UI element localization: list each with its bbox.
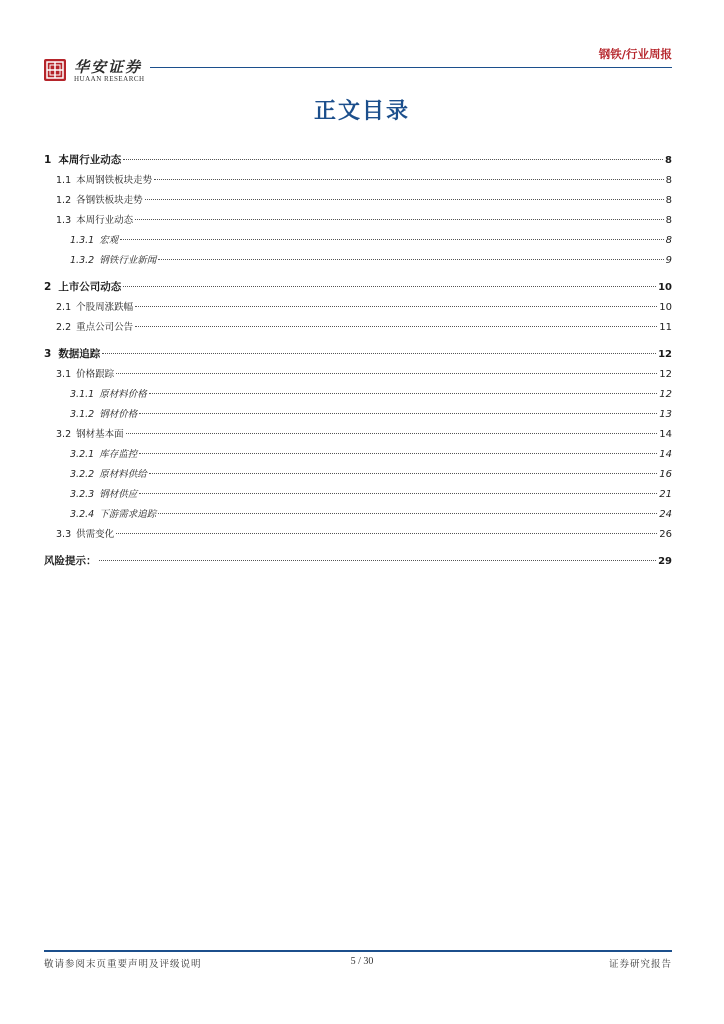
toc-dot-leader bbox=[116, 533, 657, 534]
toc-entry-level-2[interactable] bbox=[44, 526, 672, 546]
toc-entry-page: 8 bbox=[665, 235, 672, 246]
toc-entry-page: 24 bbox=[659, 509, 672, 520]
toc-dot-leader bbox=[102, 353, 656, 354]
toc-entry-number: 3.2.2 bbox=[70, 469, 95, 480]
toc-entry-page: 26 bbox=[659, 529, 672, 540]
toc-entry-level-2[interactable] bbox=[44, 192, 672, 212]
toc-entry-page: 12 bbox=[659, 369, 672, 380]
toc-entry-page: 14 bbox=[659, 449, 672, 460]
toc-entry-page: 10 bbox=[659, 302, 672, 313]
toc-entry-page: 21 bbox=[659, 489, 672, 500]
toc-dot-leader bbox=[126, 433, 658, 434]
toc-entry-label: 上市公司动态 bbox=[58, 281, 122, 293]
toc-entry-level-3[interactable] bbox=[44, 232, 672, 252]
header-divider bbox=[150, 67, 672, 68]
toc-entry-page: 13 bbox=[659, 409, 672, 420]
toc-section-gap bbox=[44, 272, 672, 279]
toc-entry-label: 下游需求追踪 bbox=[99, 509, 157, 520]
toc-entry-page: 8 bbox=[665, 195, 672, 206]
toc-entry-label: 钢材供应 bbox=[99, 489, 138, 500]
toc-dot-leader bbox=[120, 239, 663, 240]
toc-entry-label: 数据追踪 bbox=[58, 348, 101, 360]
toc-entry-level-3[interactable] bbox=[44, 252, 672, 272]
toc-entry-page: 8 bbox=[665, 215, 672, 226]
footer-divider bbox=[44, 950, 672, 952]
toc-entry-page: 11 bbox=[659, 322, 672, 333]
toc-entry-number: 1.1 bbox=[56, 175, 72, 186]
toc-entry-level-2[interactable] bbox=[44, 366, 672, 386]
toc-entry-label: 各钢铁板块走势 bbox=[76, 195, 143, 206]
toc-entry-level-2[interactable] bbox=[44, 319, 672, 339]
logo-text-en: HUAAN RESEARCH bbox=[74, 75, 145, 83]
toc-entry-number: 1.3.2 bbox=[70, 255, 95, 266]
toc-dot-leader bbox=[116, 373, 657, 374]
toc-entry-level-2[interactable] bbox=[44, 426, 672, 446]
toc-dot-leader bbox=[139, 453, 657, 454]
toc-entry-number: 1.3.1 bbox=[70, 235, 95, 246]
toc-entry-label: 个股周涨跌幅 bbox=[76, 302, 134, 313]
toc-entry-number: 2.2 bbox=[56, 322, 72, 333]
toc-dot-leader bbox=[139, 493, 657, 494]
toc-dot-leader bbox=[158, 513, 657, 514]
toc-entry-number: 1.3 bbox=[56, 215, 72, 226]
toc-entry-label: 钢材价格 bbox=[99, 409, 138, 420]
toc-dot-leader bbox=[139, 413, 657, 414]
toc-entry-number: 3.1 bbox=[56, 369, 72, 380]
toc-entry-level-2[interactable] bbox=[44, 172, 672, 192]
toc-entry-level-3[interactable] bbox=[44, 506, 672, 526]
footer-disclaimer: 敬请参阅末页重要声明及评级说明 bbox=[44, 959, 202, 970]
toc-entry-level-3[interactable] bbox=[44, 406, 672, 426]
document-type: 钢铁/行业周报 bbox=[598, 47, 672, 61]
toc-dot-leader bbox=[135, 326, 657, 327]
toc-entry-level-1[interactable] bbox=[44, 279, 672, 299]
toc-dot-leader bbox=[99, 560, 657, 561]
toc-entry-page: 8 bbox=[665, 175, 672, 186]
toc-section-gap bbox=[44, 546, 672, 553]
toc-entry-label: 钢材基本面 bbox=[76, 429, 124, 440]
toc-entry-number: 1.2 bbox=[56, 195, 72, 206]
toc-section-gap bbox=[44, 339, 672, 346]
toc-entry-page: 12 bbox=[659, 389, 672, 400]
toc-entry-level-3[interactable] bbox=[44, 446, 672, 466]
toc-entry-label: 重点公司公告 bbox=[76, 322, 134, 333]
toc-entry-level-2[interactable] bbox=[44, 299, 672, 319]
toc-dot-leader bbox=[145, 199, 664, 200]
toc-dot-leader bbox=[149, 473, 658, 474]
toc-entry-number: 3.2.3 bbox=[70, 489, 95, 500]
toc-entry-number: 1 bbox=[44, 154, 52, 166]
toc-entry-number: 3.1.1 bbox=[70, 389, 95, 400]
toc-dot-leader bbox=[123, 286, 656, 287]
toc-entry-level-3[interactable] bbox=[44, 486, 672, 506]
table-of-contents bbox=[44, 152, 672, 573]
toc-entry-page: 14 bbox=[659, 429, 672, 440]
footer-report-type: 证券研究报告 bbox=[608, 959, 672, 970]
toc-entry-label: 供需变化 bbox=[76, 529, 115, 540]
toc-entry-level-1[interactable] bbox=[44, 346, 672, 366]
toc-entry-label: 库存监控 bbox=[99, 449, 138, 460]
toc-entry-page: 29 bbox=[658, 556, 672, 567]
page-number: 5 / 30 bbox=[350, 956, 374, 967]
huaan-logo-icon bbox=[44, 59, 66, 81]
toc-entry-number: 3.1.2 bbox=[70, 409, 95, 420]
toc-dot-leader bbox=[158, 259, 663, 260]
toc-entry-page: 12 bbox=[658, 349, 672, 360]
toc-entry-number: 3.2 bbox=[56, 429, 72, 440]
toc-entry-label: 本周行业动态 bbox=[58, 154, 122, 166]
page-header bbox=[0, 0, 724, 90]
toc-entry-number: 3 bbox=[44, 348, 52, 360]
toc-entry-page: 8 bbox=[665, 155, 672, 166]
toc-entry-number: 3.3 bbox=[56, 529, 72, 540]
toc-entry-level-1[interactable] bbox=[44, 152, 672, 172]
toc-dot-leader bbox=[154, 179, 664, 180]
toc-dot-leader bbox=[135, 219, 664, 220]
toc-entry-page: 10 bbox=[658, 282, 672, 293]
page-title: 正文目录 bbox=[313, 98, 410, 124]
logo-text-cn: 华安证券 bbox=[74, 58, 143, 76]
toc-entry-level-1[interactable] bbox=[44, 553, 672, 573]
toc-entry-label: 价格跟踪 bbox=[76, 369, 115, 380]
toc-entry-label: 原材料供给 bbox=[99, 469, 147, 480]
toc-entry-label: 本周行业动态 bbox=[76, 215, 134, 226]
toc-entry-label: 本周钢铁板块走势 bbox=[76, 175, 153, 186]
toc-entry-number: 2.1 bbox=[56, 302, 72, 313]
toc-entry-number: 3.2.1 bbox=[70, 449, 95, 460]
toc-entry-page: 16 bbox=[659, 469, 672, 480]
toc-entry-level-2[interactable] bbox=[44, 212, 672, 232]
toc-entry-label: 风险提示： bbox=[44, 555, 97, 567]
toc-entry-label: 原材料价格 bbox=[99, 389, 147, 400]
toc-dot-leader bbox=[135, 306, 657, 307]
toc-dot-leader bbox=[149, 393, 658, 394]
toc-entry-page: 9 bbox=[665, 255, 672, 266]
toc-entry-level-3[interactable] bbox=[44, 466, 672, 486]
toc-entry-number: 3.2.4 bbox=[70, 509, 95, 520]
toc-entry-label: 钢铁行业新闻 bbox=[99, 255, 157, 266]
toc-entry-number: 2 bbox=[44, 281, 52, 293]
toc-entry-label: 宏观 bbox=[99, 235, 119, 246]
toc-dot-leader bbox=[123, 159, 663, 160]
toc-entry-level-3[interactable] bbox=[44, 386, 672, 406]
